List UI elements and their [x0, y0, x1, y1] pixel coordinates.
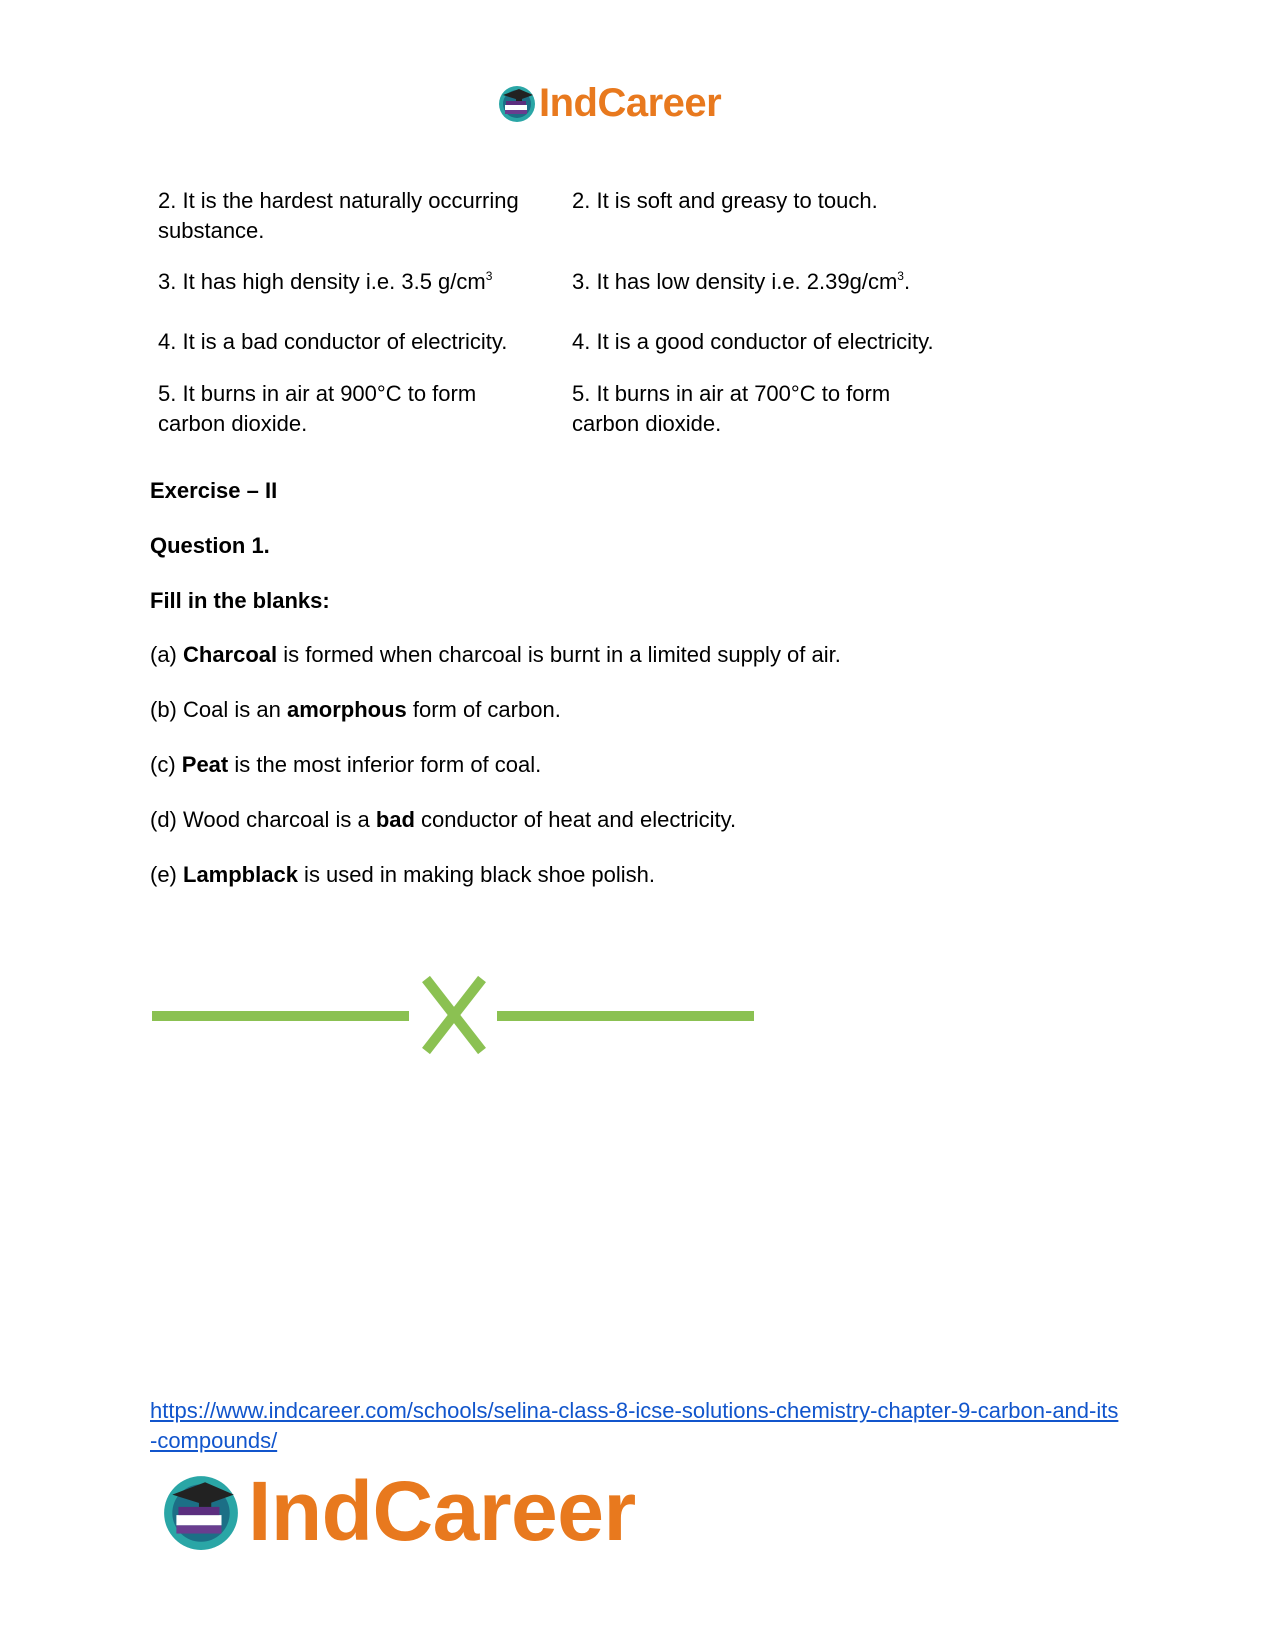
fill-blank-item — [150, 860, 655, 890]
item-text: (c) — [150, 752, 182, 777]
item-text: is the most inferior form of coal. — [228, 752, 542, 777]
fill-blank-item — [150, 750, 541, 780]
graduation-book-icon — [160, 1470, 242, 1552]
footer-logo — [160, 1463, 636, 1558]
brand-wordmark: IndCareer — [248, 1463, 636, 1558]
cell-text: 2. It is soft and greasy to touch. — [572, 188, 878, 213]
cross-icon — [426, 979, 482, 1051]
comparison-right-cell — [572, 379, 922, 439]
answer-text: amorphous — [286, 697, 407, 722]
answer-text: bad — [375, 807, 415, 832]
item-text: form of carbon. — [406, 697, 561, 722]
source-url-link[interactable]: https://www.indcareer.com/schools/selina-class-8-icse-solutions-chemistry-chapter-9-carbon-and-its-compounds/ — [150, 1398, 1119, 1453]
answer-text: Lampblack — [183, 862, 298, 887]
fill-blank-item — [150, 640, 841, 670]
cell-text: 4. It is a bad conductor of electricity. — [158, 329, 508, 354]
cell-text-trailing: . — [903, 269, 911, 294]
item-text: (e) — [150, 862, 183, 887]
cell-text: 2. It is the hardest naturally occurring substance. — [158, 188, 519, 243]
graduation-book-icon — [497, 83, 537, 123]
section-divider — [150, 975, 760, 1055]
comparison-right-cell — [572, 267, 992, 297]
exercise-heading: Exercise – II — [150, 478, 278, 503]
comparison-left-cell — [158, 186, 548, 246]
item-text: conductor of heat and electricity. — [414, 807, 737, 832]
superscript: 3 — [485, 269, 493, 283]
comparison-right-cell — [572, 327, 992, 357]
item-text: (b) Coal is an — [150, 697, 287, 722]
answer-text: Peat — [181, 752, 229, 777]
comparison-left-cell — [158, 267, 548, 297]
fill-blank-item — [150, 805, 736, 835]
comparison-left-cell — [158, 379, 508, 439]
instruction-text: Fill in the blanks: — [150, 588, 330, 613]
brand-wordmark: IndCareer — [539, 80, 722, 125]
answer-text: Charcoal — [183, 642, 278, 667]
cell-text: 5. It burns in air at 900°C to form carbon dioxide. — [158, 381, 477, 436]
comparison-right-cell — [572, 186, 992, 216]
comparison-left-cell — [158, 327, 558, 357]
cell-text: 5. It burns in air at 700°C to form carbon dioxide. — [572, 381, 891, 436]
cell-text: 4. It is a good conductor of electricity. — [572, 329, 934, 354]
divider-line-right — [497, 1011, 754, 1021]
superscript: 3 — [897, 269, 904, 283]
item-text: is formed when charcoal is burnt in a limited supply of air. — [277, 642, 841, 667]
question-heading: Question 1. — [150, 533, 270, 558]
item-text: (a) — [150, 642, 183, 667]
divider-line-left — [152, 1011, 409, 1021]
cell-text: 3. It has high density i.e. 3.5 g/cm — [158, 269, 486, 294]
item-text: (d) Wood charcoal is a — [150, 807, 376, 832]
item-text: is used in making black shoe polish. — [297, 862, 656, 887]
cell-text: 3. It has low density i.e. 2.39g/cm — [572, 269, 898, 294]
fill-blank-item — [150, 695, 561, 725]
header-logo — [497, 80, 721, 126]
